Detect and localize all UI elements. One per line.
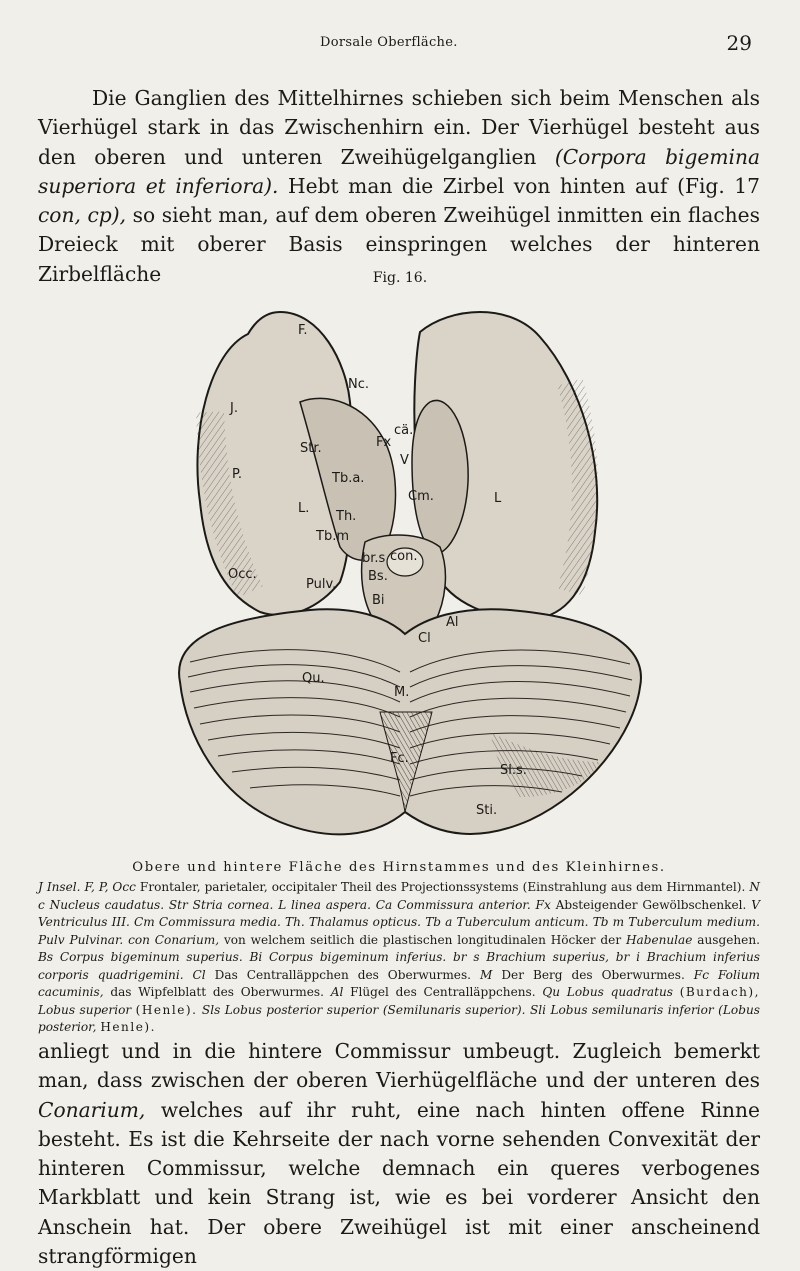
caption-item: Str Stria cornea. xyxy=(168,897,274,912)
fig-letter-Nc: Nc. xyxy=(348,377,370,392)
caption-item: br i Brachium inferius corporis quadrigemini. xyxy=(38,950,760,982)
paragraph-top xyxy=(38,84,760,289)
caption-item: L linea aspera. xyxy=(278,897,371,912)
caption-item: J Insel. xyxy=(38,880,81,894)
figure-caption-body xyxy=(38,879,760,1037)
fig-letter-V: V xyxy=(400,453,409,468)
paragraph-top-text-2: Hebt man die Zirbel von hinten auf (Fig. 17 xyxy=(288,173,760,198)
caption-item: Bi Corpus bigeminum inferius. xyxy=(249,950,447,964)
paragraph-bottom-italic-1: Conarium, xyxy=(38,1097,146,1122)
fig-letter-F: F. xyxy=(298,323,308,338)
brainstem-cerebellum-illustration xyxy=(150,292,660,852)
fig-letter-P: P. xyxy=(232,467,242,482)
fig-letter-Al: Al xyxy=(446,615,459,630)
running-head xyxy=(0,33,800,57)
caption-item: Absteigender Gewölbschenkel. xyxy=(555,897,747,912)
caption-item: Pulv Pulvinar. xyxy=(38,932,124,947)
caption-item: Sli Lobus semilunaris inferior (Lobus posterior, xyxy=(38,1002,760,1034)
caption-item: Th. Thalamus opticus. xyxy=(285,915,422,929)
fig-letter-Tba: Tb.a. xyxy=(332,471,365,486)
paragraph-bottom-text-1: anliegt und in die hintere Commissur umbeugt. Zugleich bemerkt man, dass zwischen der oberen Vierhügelfläche und der unteren des xyxy=(38,1039,760,1093)
figure-caption-title: Obere und hintere Fläche des Hirnstammes und des Kleinhirnes. xyxy=(132,860,666,875)
caption-item: das Wipfelblatt des Oberwurmes. xyxy=(110,985,324,999)
fig-letter-J: J. xyxy=(230,401,238,416)
caption-item: Qu Lobus quadratus xyxy=(542,985,673,999)
caption-item: br s Brachium superius, xyxy=(453,950,610,964)
paragraph-top-italic-2: con, cp), xyxy=(38,203,127,228)
fig-letter-Str: Str. xyxy=(300,441,322,456)
fig-letter-Fc: Fc. xyxy=(390,751,409,766)
fig-letter-Bs: Bs. xyxy=(368,569,388,584)
caption-item: M xyxy=(479,967,493,982)
caption-item: con Conarium, xyxy=(128,932,220,947)
fig-letter-L2: L xyxy=(494,491,502,506)
caption-item: Lobus superior xyxy=(38,1002,132,1017)
paragraph-top-italic-1: (Corpora bigemina superiora et inferiora). xyxy=(38,144,760,198)
fig-letter-Qu: Qu. xyxy=(302,671,325,686)
caption-item: von welchem seitlich die plastischen longitudinalen Höcker der xyxy=(223,932,622,947)
caption-item: Bs Corpus bigeminum superius. xyxy=(38,950,243,964)
caption-item: N c Nucleus caudatus. xyxy=(38,880,760,912)
caption-item: Fx xyxy=(535,897,551,912)
running-title: Dorsale Oberfläche. xyxy=(320,35,458,50)
caption-item: Ca Commissura anterior. xyxy=(375,897,531,912)
fig-letter-Bi: Bi xyxy=(372,593,385,608)
fig-letter-Tbm: Tb.m xyxy=(316,529,349,544)
caption-item: Sls Lobus posterior superior (Semilunaris superior). xyxy=(201,1002,526,1017)
caption-item: Cl xyxy=(192,967,206,982)
caption-item: Cm Commissura media. xyxy=(134,915,281,929)
caption-item: Al xyxy=(330,985,344,999)
caption-item: Flügel des Centralläppchens. xyxy=(350,985,536,999)
page-number: 29 xyxy=(726,31,752,55)
paragraph-top-text-3: so sieht man, auf dem oberen Zweihügel inmitten ein flaches Dreieck mit oberer Basis einspringen welches der hinteren Zirbelfläche xyxy=(38,203,760,286)
caption-item: Frontaler, parietaler, occipitaler Theil des Projectionssystems (Einstrahlung aus dem Hirnmantel). xyxy=(139,880,746,894)
caption-item: Der Berg des Oberwurmes. xyxy=(501,967,685,982)
fig-letter-Cm: Cm. xyxy=(408,489,434,504)
fig-letter-Sli: Sti. xyxy=(476,803,498,818)
figure-label: Fig. 16. xyxy=(372,270,428,286)
fig-letter-Th: Th. xyxy=(336,509,357,524)
paragraph-bottom-text-2: welches auf ihr ruht, eine nach hinten offene Rinne besteht. Es ist die Kehrseite der nach vorne sehenden Convexität der hinteren Commissur, welche demnach ein queres verbogenes Markblatt und kein Strang ist, wie es bei vorderer Ansicht den Anschein hat. Der obere Zweihügel ist mit einer anscheinend strangförmigen xyxy=(38,1097,761,1269)
fig-letter-Cl: Cl xyxy=(418,631,431,646)
caption-item: Das Centralläppchen des Oberwurmes. xyxy=(214,967,471,982)
paragraph-bottom xyxy=(38,1037,760,1271)
caption-item: (Henle). xyxy=(135,1002,198,1017)
fig-letter-Sls: Sl.s. xyxy=(500,763,527,778)
caption-item: Habenulae xyxy=(625,932,693,947)
paragraph-top-text-1: Die Ganglien des Mittelhirnes schieben sich beim Menschen als Vierhügel stark in das Zwischenhirn ein. Der Vierhügel besteht aus den oberen und unteren Zweihügelganglien xyxy=(38,86,760,169)
fig-letter-ca: cä. xyxy=(394,423,414,438)
caption-item: F, P, Occ xyxy=(84,880,136,894)
caption-item: Fc Folium cacuminis, xyxy=(38,967,760,999)
fig-letter-Pulv: Pulv. xyxy=(306,577,337,592)
caption-item: V Ventriculus III. xyxy=(38,897,760,929)
caption-item: ausgehen. xyxy=(697,932,760,947)
caption-item: (Burdach), xyxy=(679,985,760,999)
fig-letter-con: con. xyxy=(390,549,418,564)
caption-item: Tb a Tuberculum anticum. xyxy=(425,915,589,929)
fig-letter-brs: br.s xyxy=(362,551,386,566)
fig-letter-L1: L. xyxy=(298,501,310,516)
caption-item: Tb m Tuberculum medium. xyxy=(592,915,760,929)
fig-letter-Fx: Fx xyxy=(376,435,392,450)
fig-letter-M: M. xyxy=(394,685,410,700)
fig-letter-Occ: Occ. xyxy=(228,567,257,582)
caption-item: Henle). xyxy=(100,1020,156,1034)
